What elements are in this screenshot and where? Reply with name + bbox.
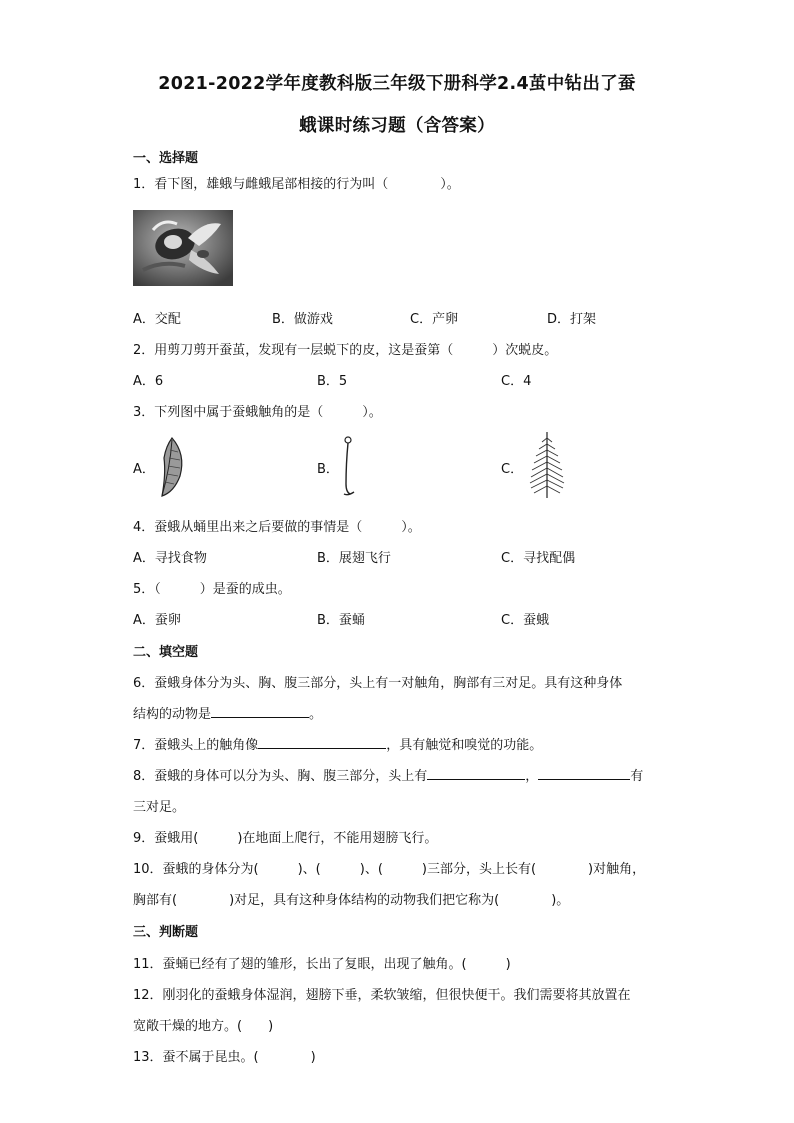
q7-text-a: 7．蚕蛾头上的触角像 — [133, 738, 259, 753]
question-10-line2: 胸部有( )对足，具有这种身体结构的动物我们把它称为( )。 — [133, 893, 570, 908]
question-8-line1 — [133, 765, 643, 784]
q4-option-b: B．展翅飞行 — [317, 551, 391, 566]
q8-text-c: 有 — [630, 769, 644, 784]
section-heading-choice: 一、选择题 — [133, 151, 199, 166]
question-13: 13．蚕不属于昆虫。( ) — [133, 1050, 316, 1065]
q6-blank[interactable] — [211, 704, 309, 718]
q7-blank[interactable] — [258, 735, 386, 749]
question-10-line1: 10．蚕蛾的身体分为( )、( )、( )三部分，头上长有( )对触角， — [133, 862, 646, 877]
question-6-line2 — [133, 703, 322, 722]
q3-option-a: A． — [133, 462, 155, 477]
q5-option-a: A．蚕卵 — [133, 613, 181, 628]
q8-blank-1[interactable] — [427, 766, 525, 780]
page-title-line1: 2021-2022学年度教科版三年级下册科学2.4茧中钻出了蚕 — [158, 74, 636, 94]
moths-mating-photo — [133, 210, 233, 286]
question-11: 11．蚕蛹已经有了翅的雏形，长出了复眼，出现了触角。( ) — [133, 957, 511, 972]
q1-option-a: A．交配 — [133, 312, 181, 327]
question-4: 4．蚕蛾从蛹里出来之后要做的事情是（ ）。 — [133, 520, 421, 535]
question-1: 1．看下图，雄蛾与雌蛾尾部相接的行为叫（ ）。 — [133, 177, 460, 192]
club-antenna-drawing — [336, 434, 360, 498]
feather-antenna-drawing — [150, 434, 192, 498]
page-title-line2: 蛾课时练习题（含答案） — [299, 116, 495, 136]
q8-text-b: ， — [525, 769, 539, 784]
q2-option-b: B．5 — [317, 374, 348, 389]
comb-antenna-drawing — [522, 430, 572, 500]
question-6-line1: 6．蚕蛾身体分为头、胸、腹三部分，头上有一对触角，胸部有三对足。具有这种身体 — [133, 676, 623, 691]
question-8-line2: 三对足。 — [133, 800, 186, 815]
question-3: 3．下列图中属于蚕蛾触角的是（ ）。 — [133, 405, 382, 420]
section-heading-fill: 二、填空题 — [133, 645, 199, 660]
question-9: 9．蚕蛾用( )在地面上爬行，不能用翅膀飞行。 — [133, 831, 438, 846]
question-12-line2: 宽敞干燥的地方。( ) — [133, 1019, 274, 1034]
q1-option-c: C．产卵 — [410, 312, 459, 327]
q5-option-b: B．蚕蛹 — [317, 613, 365, 628]
question-12-line1: 12．刚羽化的蚕蛾身体湿润，翅膀下垂，柔软皱缩，但很快便干。我们需要将其放置在 — [133, 988, 631, 1003]
question-7 — [133, 734, 542, 753]
q3-option-c: C． — [501, 462, 524, 477]
q5-option-c: C．蚕蛾 — [501, 613, 550, 628]
q8-text-a: 8．蚕蛾的身体可以分为头、胸、腹三部分，头上有 — [133, 769, 428, 784]
q1-option-b: B．做游戏 — [272, 312, 333, 327]
q4-option-a: A．寻找食物 — [133, 551, 207, 566]
question-5: 5．（ ）是蚕的成虫。 — [133, 582, 291, 597]
q8-blank-2[interactable] — [538, 766, 630, 780]
question-2: 2．用剪刀剪开蚕茧，发现有一层蜕下的皮，这是蚕第（ ）次蜕皮。 — [133, 343, 558, 358]
q1-option-d: D．打架 — [547, 312, 597, 327]
q7-text-b: ，具有触觉和嗅觉的功能。 — [386, 738, 543, 753]
section-heading-judge: 三、判断题 — [133, 925, 199, 940]
q6-text-a: 结构的动物是 — [133, 707, 212, 722]
q2-option-a: A．6 — [133, 374, 164, 389]
q6-text-b: 。 — [309, 707, 323, 722]
q4-option-c: C．寻找配偶 — [501, 551, 576, 566]
q2-option-c: C．4 — [501, 374, 532, 389]
q3-option-b: B． — [317, 462, 339, 477]
